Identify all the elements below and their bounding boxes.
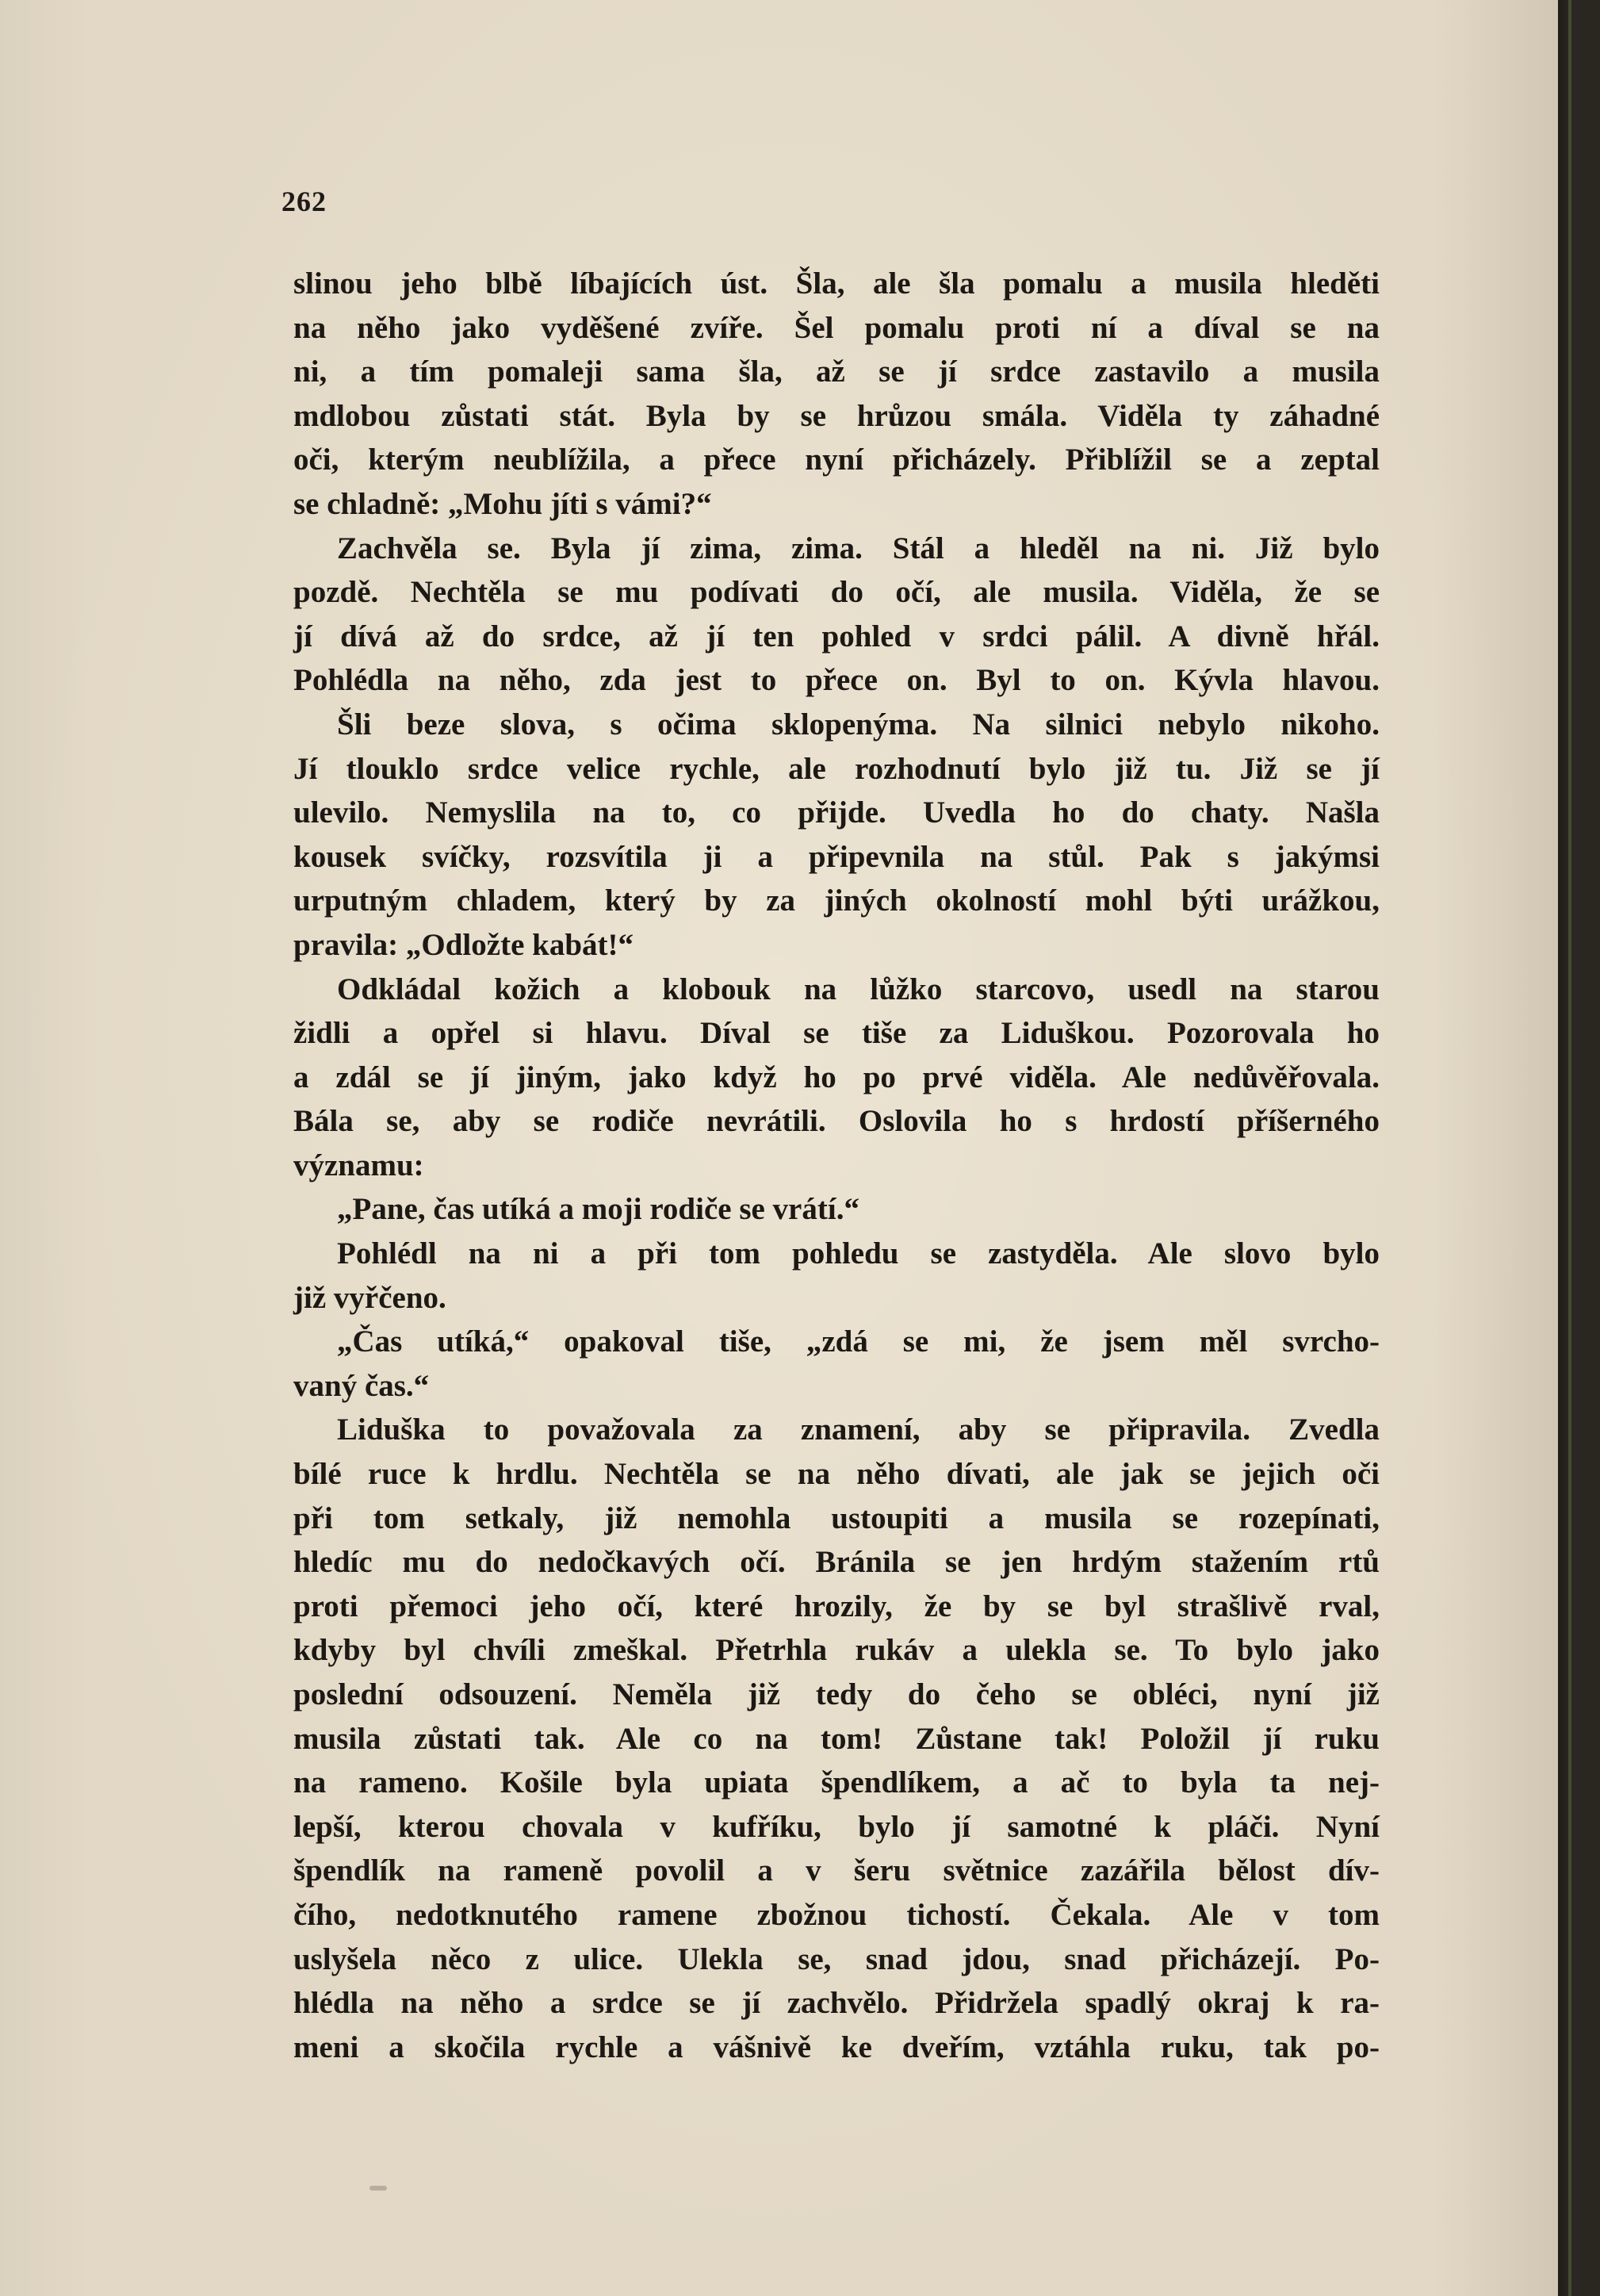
text-line: ni, a tím pomaleji sama šla, až se jí srdce zastavilo a musila: [293, 355, 1380, 389]
text-line: uslyšela něco z ulice. Ulekla se, snad jdou, snad přicházejí. Po-: [293, 1941, 1380, 1976]
text-line: čího, nedotknutého ramene zbožnou tichostí. Čekala. Ale v tom: [293, 1897, 1380, 1932]
text-line: meni a skočila rychle a vášnivě ke dveřím, vztáhla ruku, tak po-: [293, 2030, 1380, 2064]
text-line: hledíc mu do nedočkavých očí. Bránila se jen hrdým stažením rtů: [293, 1545, 1380, 1580]
text-line: Bála se, aby se rodiče nevrátili. Oslovila ho s hrdostí příšerného: [293, 1104, 1380, 1139]
text-line: Zachvěla se. Byla jí zima, zima. Stál a hleděl na ni. Již bylo: [337, 531, 1380, 565]
text-line: Šli beze slova, s očima sklopenýma. Na silnici nebylo nikoho.: [337, 707, 1380, 742]
text-line: již vyřčeno.: [293, 1280, 446, 1315]
text-line: kousek svíčky, rozsvítila ji a připevnila na stůl. Pak s jakýmsi: [293, 839, 1380, 874]
text-line: oči, kterým neublížila, a přece nyní přicházely. Přiblížil se a zeptal: [293, 443, 1380, 477]
text-line: musila zůstati tak. Ale co na tom! Zůstane tak! Položil jí ruku: [293, 1721, 1380, 1756]
spine-edge: [1568, 0, 1571, 2296]
text-line: bílé ruce k hrdlu. Nechtěla se na něho dívati, ale jak se jejich oči: [293, 1457, 1380, 1492]
text-line: pozdě. Nechtěla se mu podívati do očí, ale musila. Viděla, že se: [293, 575, 1380, 610]
book-spine: [1558, 0, 1600, 2296]
text-line: vaný čas.“: [293, 1368, 430, 1403]
text-line: na rameno. Košile byla upiata špendlíkem, a ač to byla ta nej-: [293, 1765, 1380, 1800]
text-line: na něho jako vyděšené zvíře. Šel pomalu proti ní a díval se na: [293, 310, 1380, 345]
text-line: slinou jeho blbě líbajících úst. Šla, ale šla pomalu a musila hleděti: [293, 266, 1380, 301]
text-line: ulevilo. Nemyslila na to, co přijde. Uvedla ho do chaty. Našla: [293, 795, 1380, 830]
text-line: významu:: [293, 1148, 424, 1182]
text-line: jí dívá až do srdce, až jí ten pohled v srdci pálil. A divně hřál.: [293, 619, 1380, 654]
text-line: kdyby byl chvíli zmeškal. Přetrhla rukáv a ulekla se. To bylo jako: [293, 1633, 1380, 1668]
text-line: Liduška to považovala za znamení, aby se připravila. Zvedla: [337, 1412, 1380, 1447]
text-line: při tom setkaly, již nemohla ustoupiti a musila se rozepínati,: [293, 1501, 1380, 1535]
ink-smudge: [369, 2186, 387, 2191]
text-line: „Čas utíká,“ opakoval tiše, „zdá se mi, že jsem měl svrcho-: [337, 1324, 1380, 1359]
text-line: židli a opřel si hlavu. Díval se tiše za Liduškou. Pozorovala ho: [293, 1016, 1380, 1051]
text-line: pravila: „Odložte kabát!“: [293, 927, 633, 962]
text-line: „Pane, čas utíká a moji rodiče se vrátí.“: [337, 1192, 859, 1227]
text-line: poslední odsouzení. Neměla již tedy do čeho se obléci, nyní již: [293, 1677, 1380, 1711]
text-line: a zdál se jí jiným, jako když ho po prvé viděla. Ale nedůvěřovala.: [293, 1060, 1380, 1094]
text-line: urputným chladem, který by za jiných okolností mohl býti urážkou,: [293, 884, 1380, 918]
text-line: špendlík na rameně povolil a v šeru světnice zazářila bělost dív-: [293, 1853, 1380, 1888]
body-text: [293, 262, 1380, 2069]
text-line: se chladně: „Mohu jíti s vámi?“: [293, 486, 712, 521]
text-line: Odkládal kožich a klobouk na lůžko starcovo, usedl na starou: [337, 972, 1380, 1006]
page-number: 262: [281, 186, 327, 217]
text-line: Pohlédla na něho, zda jest to přece on. Byl to on. Kývla hlavou.: [293, 663, 1380, 698]
text-line: hlédla na něho a srdce se jí zachvělo. Přidržela spadlý okraj k ra-: [293, 1986, 1380, 2021]
text-line: lepší, kterou chovala v kufříku, bylo jí samotné k pláči. Nyní: [293, 1809, 1380, 1844]
text-line: proti přemoci jeho očí, které hrozily, že by se byl strašlivě rval,: [293, 1589, 1380, 1623]
text-line: mdlobou zůstati stát. Byla by se hrůzou smála. Viděla ty záhadné: [293, 398, 1380, 433]
text-line: Jí tlouklo srdce velice rychle, ale rozhodnutí bylo již tu. Již se jí: [293, 751, 1380, 786]
text-line: Pohlédl na ni a při tom pohledu se zastyděla. Ale slovo bylo: [337, 1236, 1380, 1271]
